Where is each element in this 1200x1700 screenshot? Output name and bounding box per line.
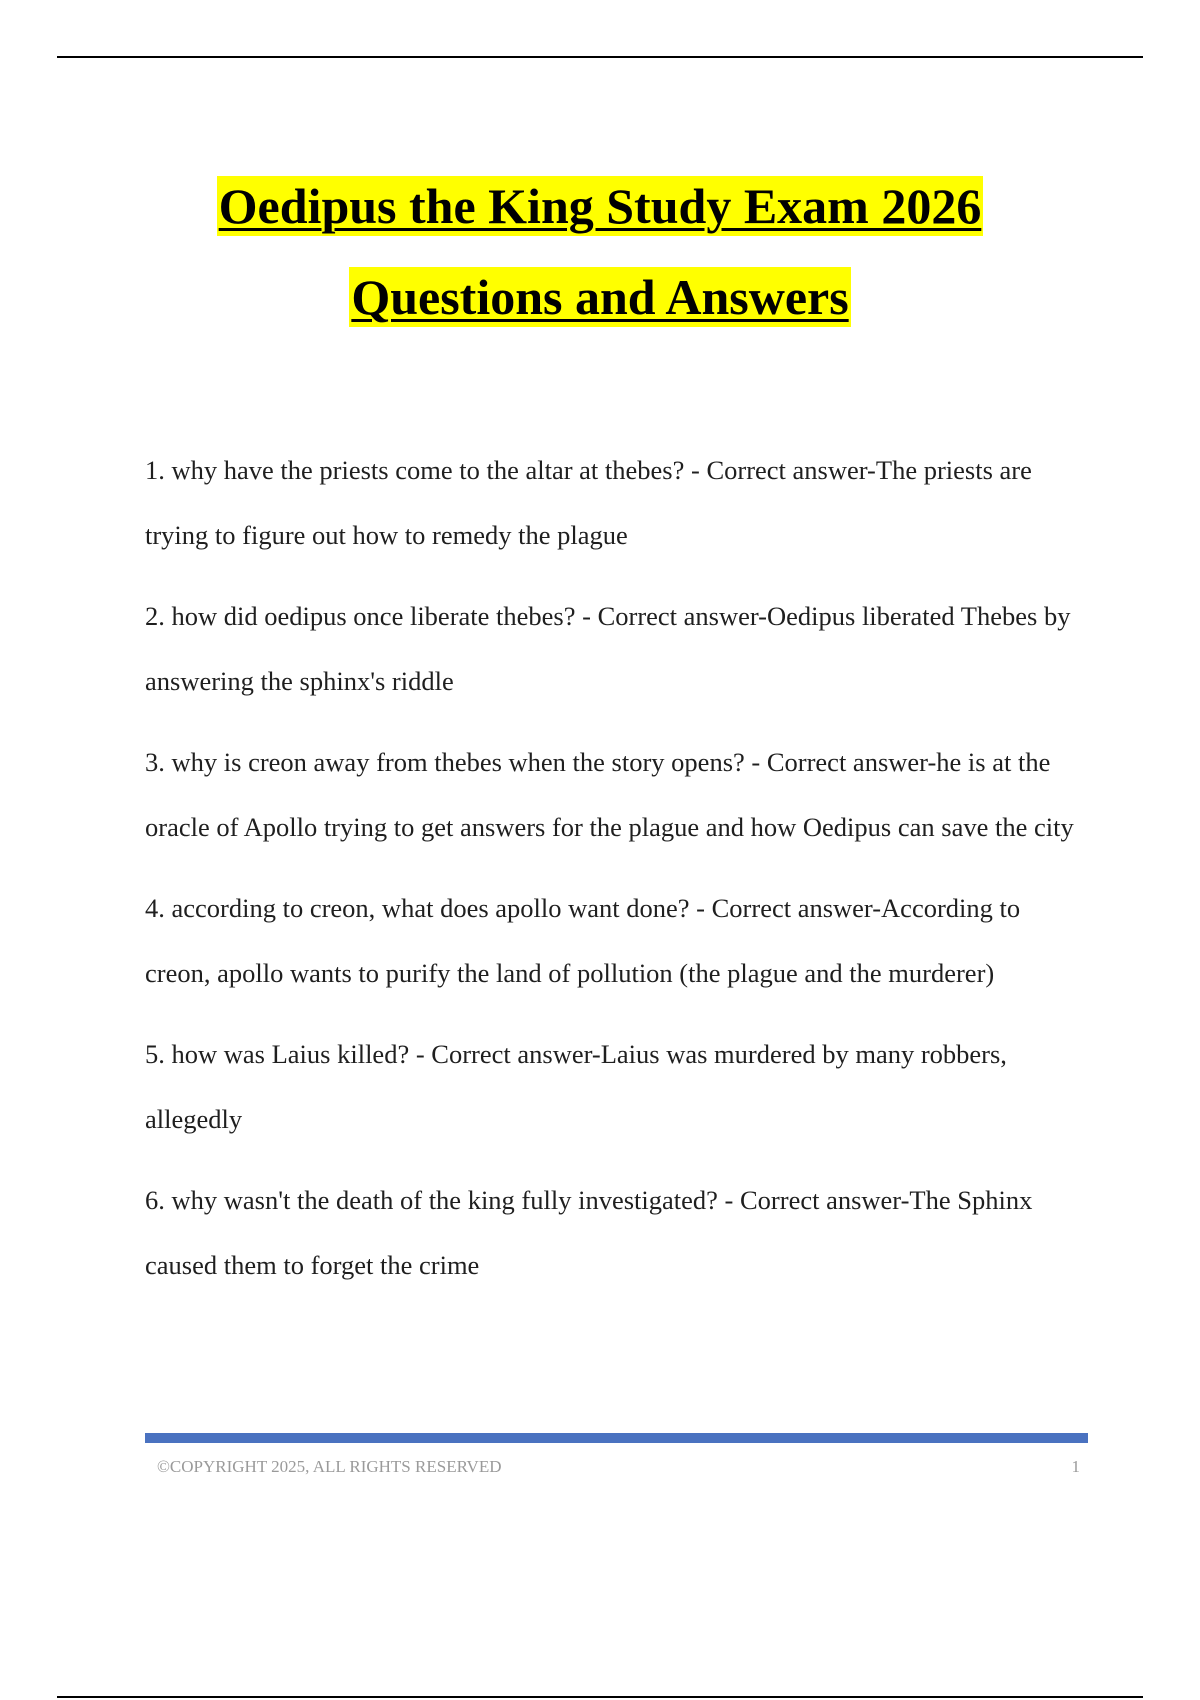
title-line-2: Questions and Answers <box>351 269 849 325</box>
qa-item: 1. why have the priests come to the altar at thebes? - Correct answer-The priests are trying to figure out how to remedy the plague <box>145 455 1032 550</box>
bottom-divider <box>57 1696 1143 1698</box>
page-number: 1 <box>1071 1457 1080 1476</box>
qa-item: 5. how was Laius killed? - Correct answer-Laius was murdered by many robbers, allegedly <box>145 1039 1007 1134</box>
qa-item: 2. how did oedipus once liberate thebes? - Correct answer-Oedipus liberated Thebes by answering the sphinx's riddle <box>145 601 1071 696</box>
qa-list <box>145 438 1090 1314</box>
footer-copyright: ©COPYRIGHT 2025, ALL RIGHTS RESERVED <box>157 1457 502 1476</box>
footer-accent-bar <box>145 1433 1088 1443</box>
qa-item: 6. why wasn't the death of the king fully investigated? - Correct answer-The Sphinx caused them to forget the crime <box>145 1185 1033 1280</box>
qa-item: 4. according to creon, what does apollo want done? - Correct answer-According to creon, apollo wants to purify the land of pollution (the plague and the murderer) <box>145 893 1021 988</box>
document-title <box>0 176 1200 327</box>
qa-item: 3. why is creon away from thebes when the story opens? - Correct answer-he is at the oracle of Apollo trying to get answers for the plague and how Oedipus can save the city <box>145 747 1074 842</box>
top-divider <box>57 56 1143 58</box>
title-line-1: Oedipus the King Study Exam 2026 <box>218 178 982 234</box>
